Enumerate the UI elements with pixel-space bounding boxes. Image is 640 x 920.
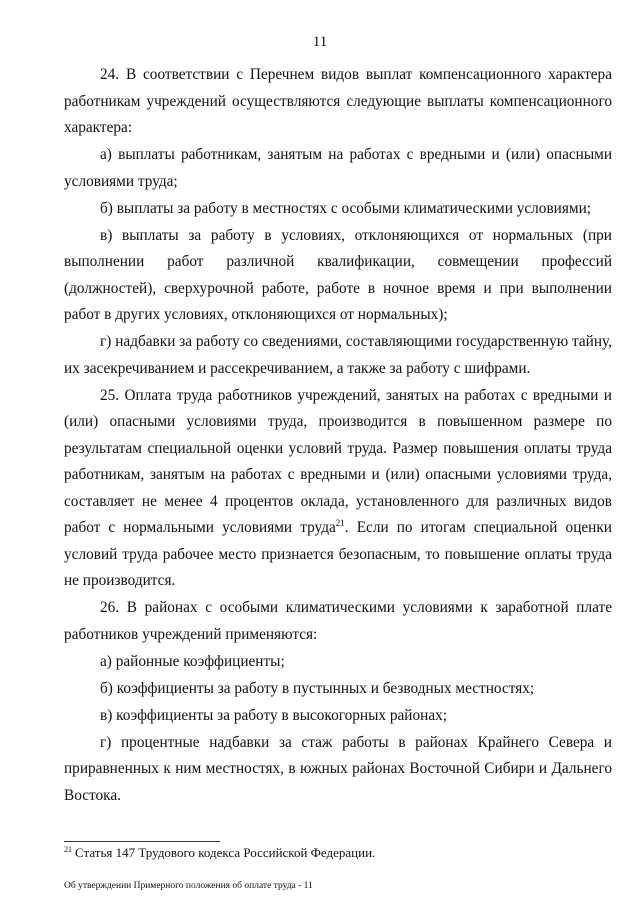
document-footer: Об утверждении Примерного положения об оплате труда - 11	[64, 881, 313, 891]
paragraph-25-text-after: . Если по итогам специальной оценки условий труда рабочее место признается безопасным, то повышение оплаты труда не производится.	[64, 519, 612, 589]
footnote-divider	[64, 841, 220, 842]
paragraph-26: 26. В районах с особыми климатическими условиями к заработной плате работников учреждений применяются:	[64, 599, 612, 643]
page-number: 11	[312, 34, 328, 50]
list-item-g-2: г) процентные надбавки за стаж работы в районах Крайнего Севера и приравненных к ним местностях, в южных районах Восточной Сибири и Дальнего Востока.	[64, 733, 612, 804]
footnote	[64, 845, 612, 861]
list-item-b: б) выплаты за работу в местностях с особыми климатическими условиями;	[100, 199, 592, 217]
list-item-b-2: б) коэффициенты за работу в пустынных и безводных местностях;	[100, 679, 535, 697]
paragraph-25	[64, 383, 612, 595]
footnote-reference: 21	[335, 518, 345, 528]
document-body	[64, 62, 612, 810]
footnote-text: Статья 147 Трудового кодекса Российской Федерации.	[75, 845, 376, 860]
footnote-number: 21	[64, 845, 72, 854]
list-item-a-2: а) районные коэффициенты;	[100, 652, 285, 670]
paragraph-25-text-before: 25. Оплата труда работников учреждений, занятых на работах с вредными и (или) опасными условиями труда, производится в повышенном размере по результатам специальной оценки условий труда. Размер повышения оплаты труда работникам, занятым на работах с вредными и (или) опасными условиями труда, составляет не менее 4 процентов оклада, установленного для различных видов работ с нормальными условиями труда	[64, 386, 612, 536]
list-item-v-2: в) коэффициенты за работу в высокогорных районах;	[100, 706, 448, 724]
list-item-g: г) надбавки за работу со сведениями, составляющими государственную тайну, их засекречиванием и рассекречиванием, а также за работу с шифрами.	[64, 333, 612, 377]
paragraph-24: 24. В соответствии с Перечнем видов выплат компенсационного характера работникам учреждений осуществляются следующие выплаты компенсационного характера:	[64, 66, 612, 136]
list-item-a: а) выплаты работникам, занятым на работах с вредными и (или) опасными условиями труда;	[64, 146, 612, 190]
list-item-v: в) выплаты за работу в условиях, отклоняющихся от нормальных (при выполнении работ различной квалификации, совмещении профессий (должностей), сверхурочной работе, работе в ночное время и при выполнении работ в других условиях, отклоняющихся от нормальных);	[64, 226, 612, 323]
